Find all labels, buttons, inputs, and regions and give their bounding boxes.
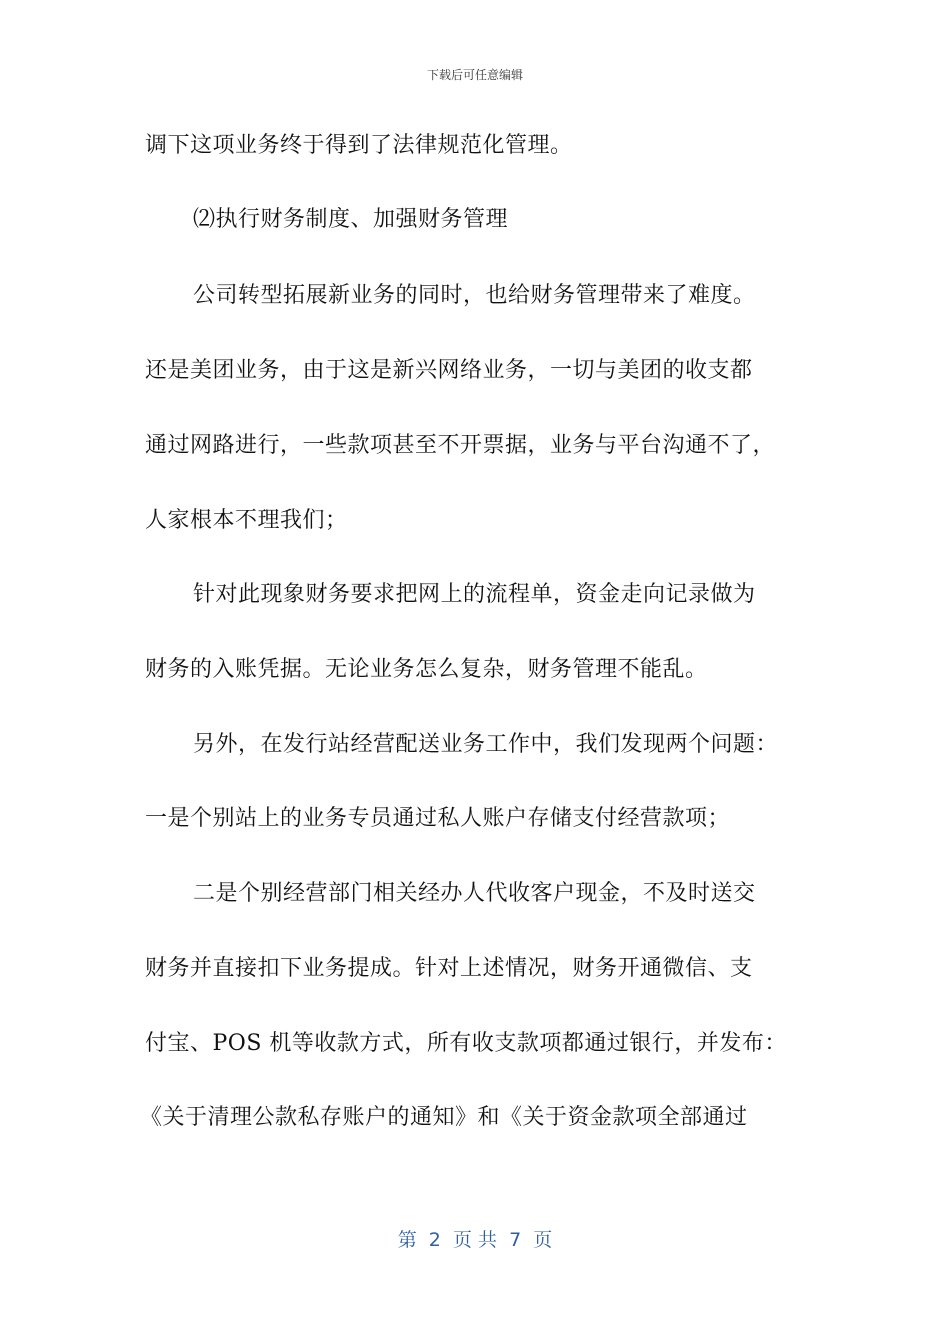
text-line: 财务并直接扣下业务提成。针对上述情况，财务开通微信、支 bbox=[145, 956, 753, 981]
text-line: 财务的入账凭据。无论业务怎么复杂，财务管理不能乱。 bbox=[145, 657, 708, 682]
text-line: 还是美团业务，由于这是新兴网络业务，一切与美团的收支都 bbox=[145, 358, 753, 383]
text-line: 调下这项业务终于得到了法律规范化管理。 bbox=[145, 133, 573, 158]
text-line: 付宝、POS 机等收款方式，所有收支款项都通过银行，并发布： bbox=[145, 1031, 787, 1056]
page-number: 第 2 页 共 7 页 bbox=[397, 1229, 553, 1251]
section-heading: ⑵执行财务制度、加强财务管理 bbox=[193, 207, 509, 232]
text-line: 公司转型拓展新业务的同时，也给财务管理带来了难度。 bbox=[193, 283, 756, 308]
text-line: 一是个别站上的业务专员通过私人账户存储支付经营款项； bbox=[145, 806, 731, 831]
text-line: 人家根本不理我们； bbox=[145, 508, 348, 533]
text-line: 通过网路进行，一些款项甚至不开票据，业务与平台沟通不了， bbox=[145, 433, 776, 458]
text-line: 二是个别经营部门相关经办人代收客户现金，不及时送交 bbox=[193, 881, 756, 906]
text-line: 针对此现象财务要求把网上的流程单，资金走向记录做为 bbox=[193, 582, 756, 607]
text-line: 另外，在发行站经营配送业务工作中，我们发现两个问题： bbox=[193, 732, 779, 757]
header-note: 下载后可任意编辑 bbox=[426, 68, 523, 82]
text-line: 《关于清理公款私存账户的通知》和《关于资金款项全部通过 bbox=[140, 1105, 748, 1130]
